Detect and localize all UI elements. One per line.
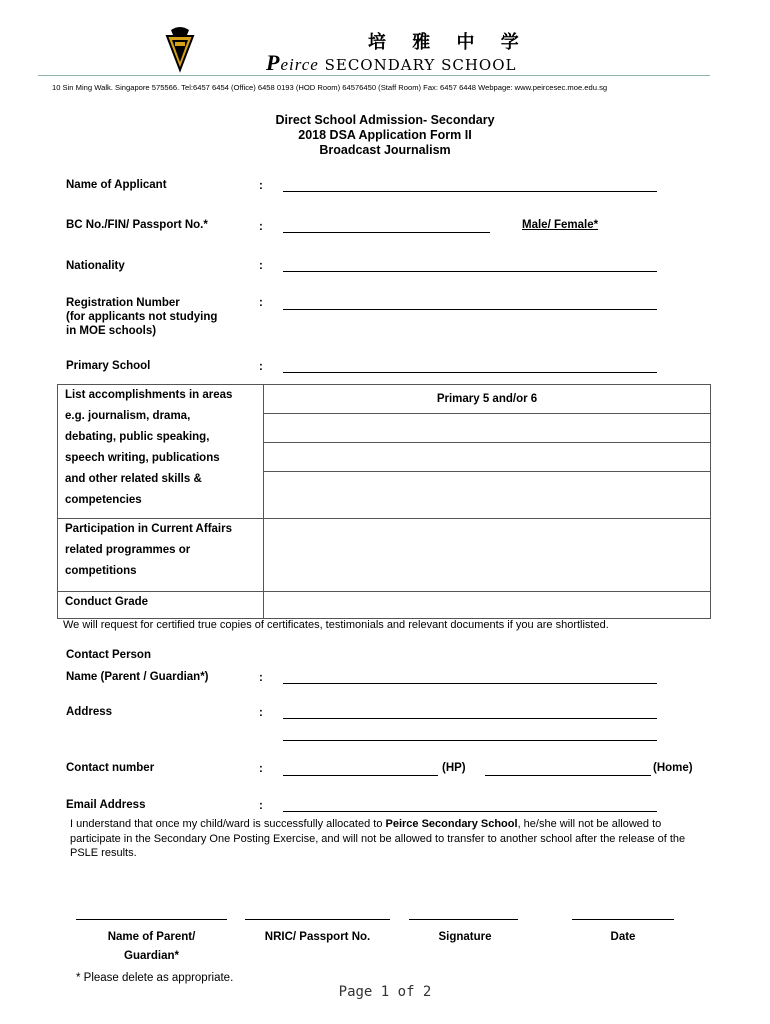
conduct-grade-label-cell: Conduct Grade	[58, 592, 264, 619]
accomplishments-label-cell: List accomplishments in areas e.g. journalism, drama, debating, public speaking, speech writing, publications and other related skills & competencies	[58, 385, 264, 519]
colon: :	[259, 707, 263, 719]
conduct-grade-entry-cell[interactable]	[264, 592, 711, 619]
page-number: Page 1 of 2	[338, 984, 432, 1000]
email-label: Email Address	[66, 799, 146, 811]
contact-person-label: Contact Person	[66, 649, 151, 661]
accomplishment-entry-cell[interactable]	[264, 414, 711, 443]
school-crest-logo	[163, 26, 197, 74]
address-label: Address	[66, 706, 113, 718]
school-english-name: Peirce SECONDARY SCHOOL	[266, 50, 517, 75]
nric-caption: NRIC/ Passport No.	[264, 931, 371, 943]
parent-name-label: Name (Parent / Guardian*)	[66, 671, 209, 683]
hp-number-field[interactable]	[283, 775, 438, 776]
declaration-statement: I understand that once my child/ward is successfully allocated to Peirce Secondary School, he/she will not be allowed to participate in the Secondary One Posting Exercise, and will not be allowed to transfer to another school after the release of the PSLE results.	[70, 818, 686, 859]
school-address-line: 10 Sin Ming Walk. Singapore 575566. Tel:6457 6454 (Office) 6458 0193 (HOD Room) 64576450 (Staff Room) Fax: 6457 6448 Webpage: www.peircesec.moe.edu.sg	[52, 83, 608, 92]
bc-no-field[interactable]	[283, 232, 490, 233]
signature-line[interactable]	[409, 919, 518, 920]
address-field-line2[interactable]	[283, 740, 657, 741]
accomplishment-entry-cell[interactable]	[264, 443, 711, 472]
school-chinese-name: 培 雅 中 学	[368, 32, 529, 53]
accomplishments-table	[57, 384, 711, 619]
primary-header-cell: Primary 5 and/or 6	[264, 385, 711, 414]
registration-number-label: Registration Number	[66, 297, 180, 309]
bc-no-label: BC No./FIN/ Passport No.*	[66, 219, 208, 231]
form-title-line1: Direct School Admission- Secondary	[275, 113, 495, 127]
name-of-applicant-field[interactable]	[283, 191, 657, 192]
header-divider	[38, 75, 710, 76]
delete-note: * Please delete as appropriate.	[76, 972, 234, 984]
participation-entry-cell[interactable]	[264, 519, 711, 592]
form-title-line2: 2018 DSA Application Form II	[298, 128, 472, 142]
colon: :	[259, 260, 263, 272]
parent-name-signature-line[interactable]	[76, 919, 227, 920]
signature-caption: Signature	[438, 931, 492, 943]
form-title-line3: Broadcast Journalism	[319, 143, 451, 157]
nationality-label: Nationality	[66, 260, 125, 272]
email-field[interactable]	[283, 811, 657, 812]
nationality-field[interactable]	[283, 271, 657, 272]
hp-label: (HP)	[442, 762, 466, 774]
colon: :	[259, 221, 263, 233]
participation-label-cell: Participation in Current Affairs related programmes or competitions	[58, 519, 264, 592]
colon: :	[259, 297, 263, 309]
nric-signature-line[interactable]	[245, 919, 390, 920]
colon: :	[259, 800, 263, 812]
colon: :	[259, 763, 263, 775]
parent-name-field[interactable]	[283, 683, 657, 684]
primary-school-field[interactable]	[283, 372, 657, 373]
registration-note-1: (for applicants not studying	[66, 311, 218, 323]
home-number-field[interactable]	[485, 775, 651, 776]
date-line[interactable]	[572, 919, 674, 920]
certify-note: We will request for certified true copies of certificates, testimonials and relevant documents if you are shortlisted.	[63, 619, 609, 631]
home-label: (Home)	[653, 762, 693, 774]
primary-school-label: Primary School	[66, 360, 151, 372]
contact-number-label: Contact number	[66, 762, 155, 774]
address-field-line1[interactable]	[283, 718, 657, 719]
colon: :	[259, 180, 263, 192]
gender-option[interactable]: Male/ Female*	[522, 219, 599, 231]
registration-note-2: in MOE schools)	[66, 325, 157, 337]
accomplishment-entry-cell[interactable]	[264, 472, 711, 519]
colon: :	[259, 361, 263, 373]
registration-number-field[interactable]	[283, 309, 657, 310]
colon: :	[259, 672, 263, 684]
name-of-applicant-label: Name of Applicant	[66, 179, 167, 191]
parent-name-caption: Name of Parent/ Guardian*	[107, 931, 196, 962]
date-caption: Date	[610, 931, 636, 943]
